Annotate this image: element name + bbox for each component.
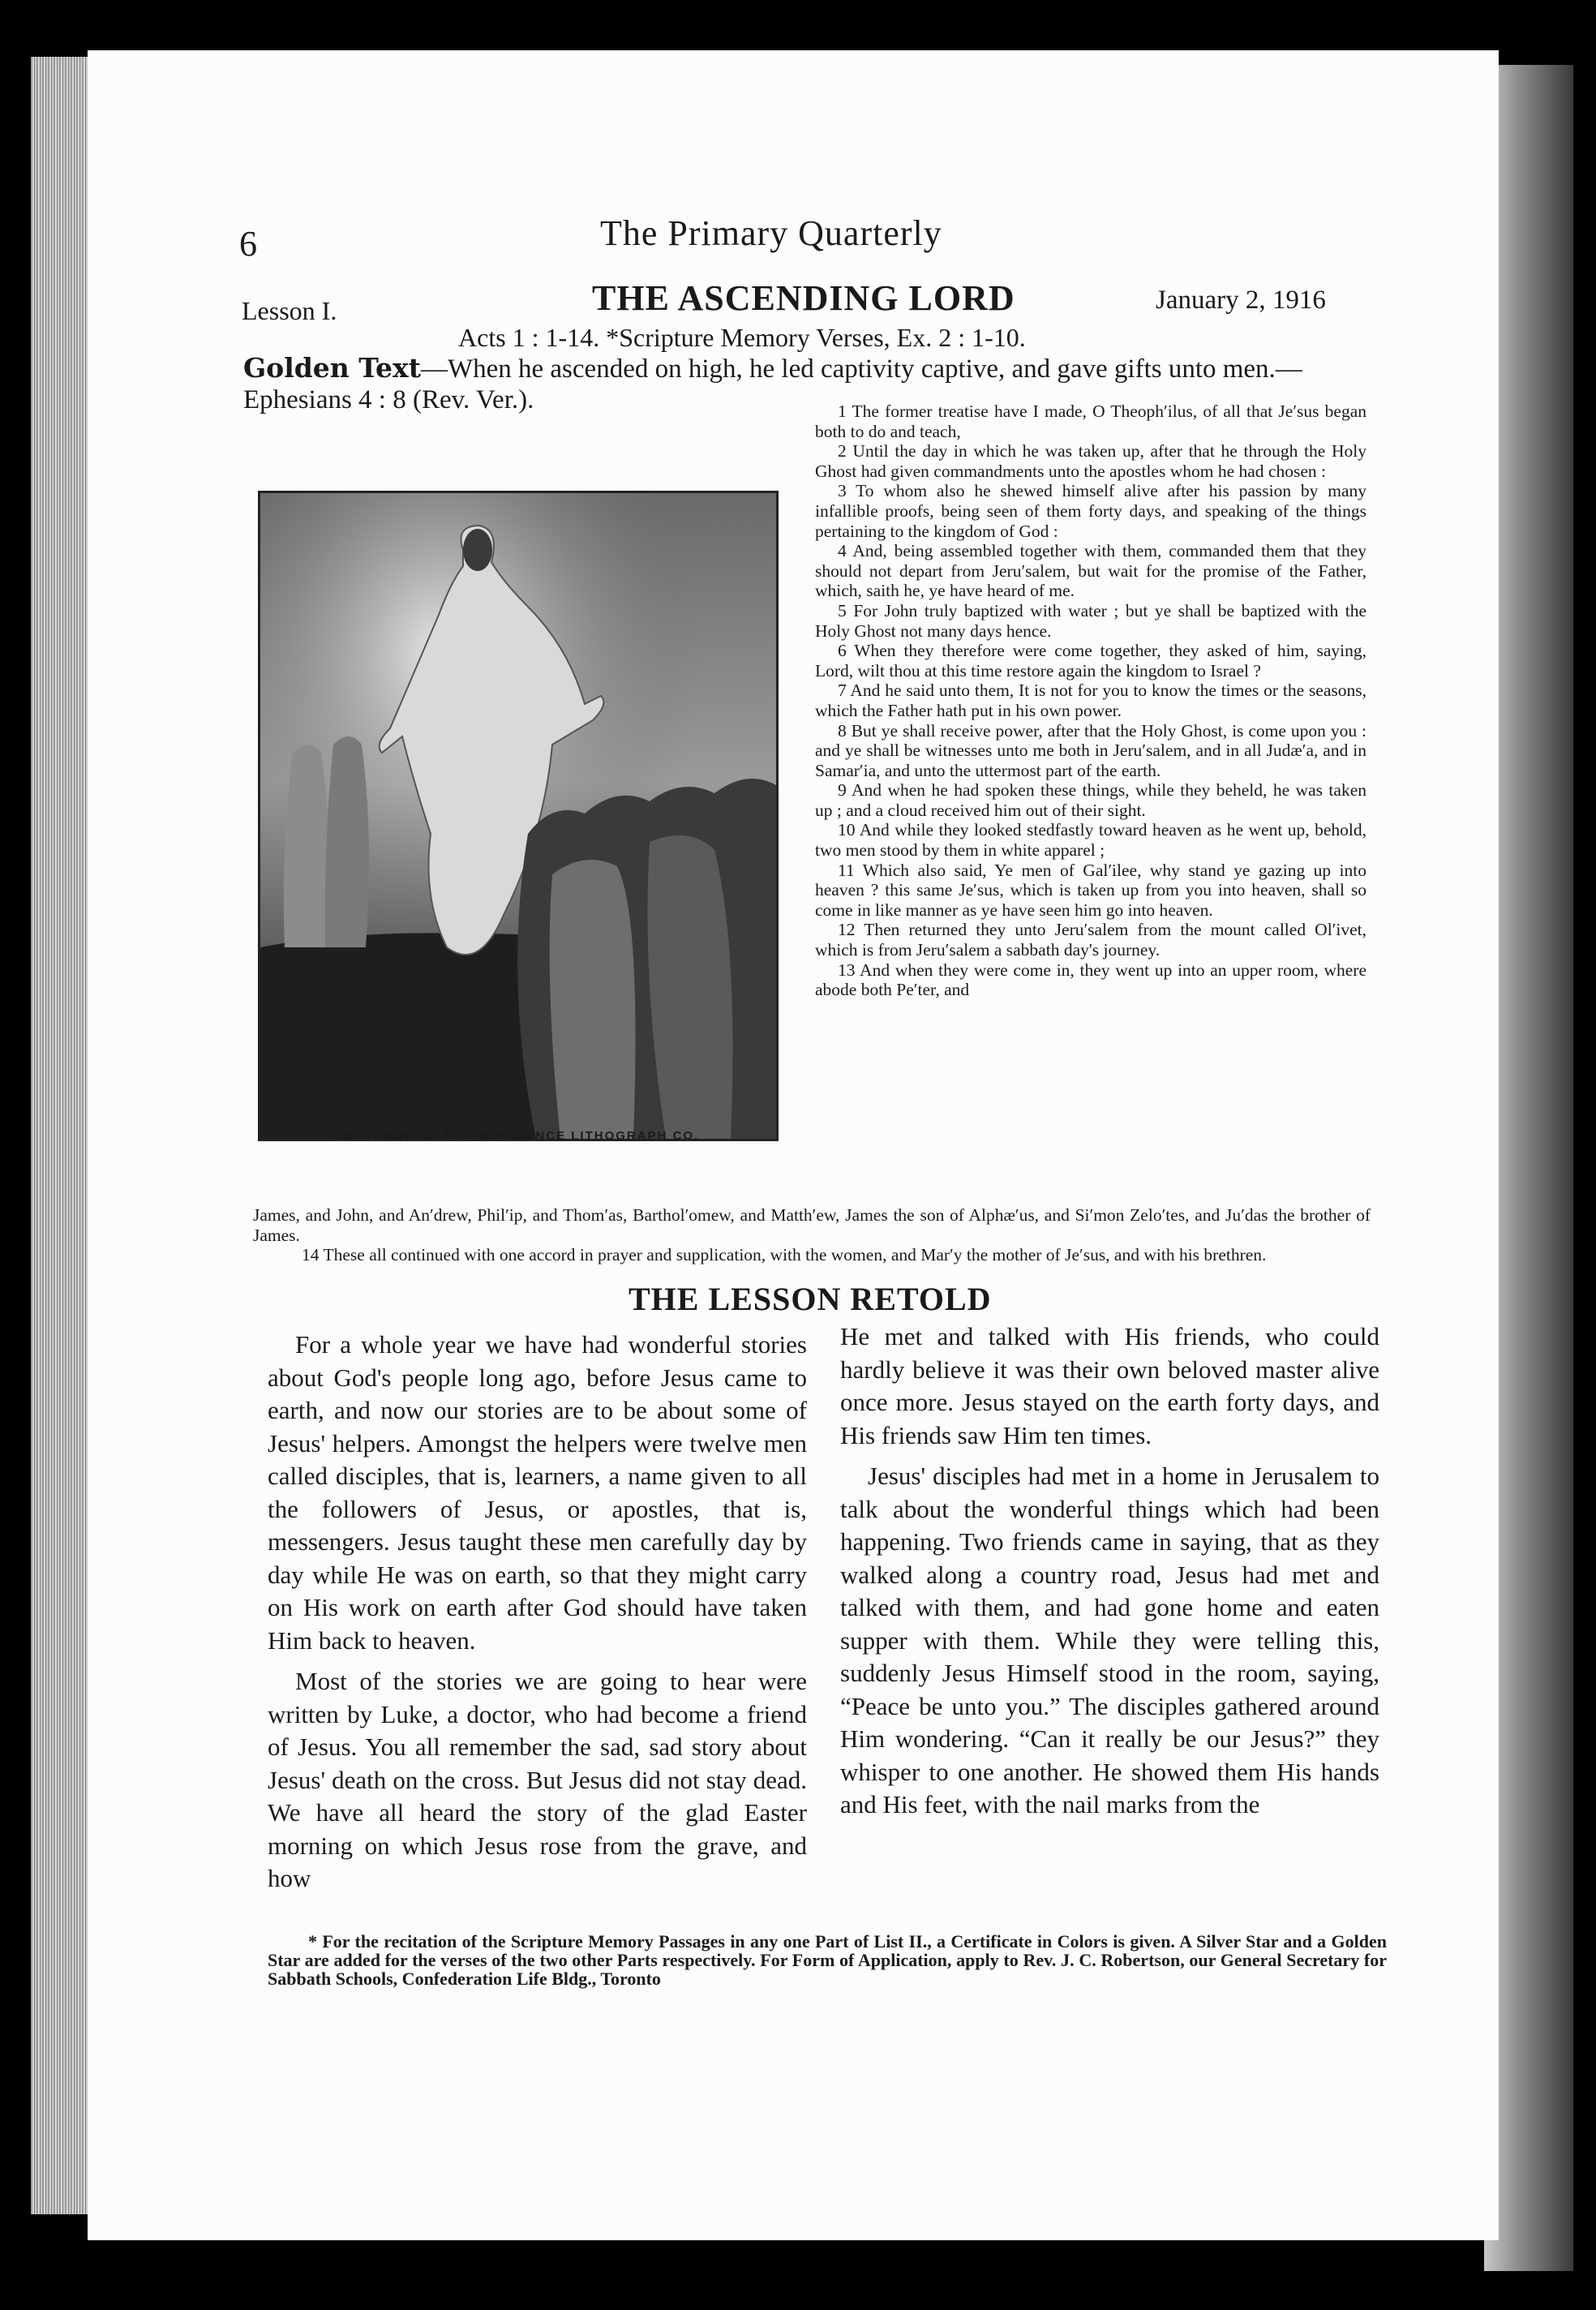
footnote-text: * For the recitation of the Scripture Memory Passages in any one Part of List II., a Certificate in Colors is given. A Silver Star and a Golden Star are added for the verses of the two other Parts respectively. For Form of Application, apply to Rev. J. C. Robertson, our General Secretary for Sabbath Schools, Confederation Life Bldg., Toronto — [268, 1931, 1387, 1989]
paragraph: For a whole year we have had wonderful stories about God's people long ago, before Jesus came to earth, and now our stories are to be about some of Jesus' helpers. Amongst the helpers were twelve men called disciples, that is, learners, a name given to all the followers of Jesus, or apostles, that is, messengers. Jesus taught these men carefully day by day while He was on earth, so that they might carry on His work on earth after God should have taken Him back to heaven. — [268, 1330, 807, 1655]
section-heading: THE LESSON RETOLD — [629, 1281, 992, 1317]
paragraph-continued: He met and talked with His friends, who could hardly believe it was their own beloved master alive once more. Jesus stayed on the earth forty days, and His friends saw Him ten times. — [840, 1322, 1379, 1449]
verse: 4 And, being assembled together with them, commanded them that they should not depart from Jeru′salem, but wait for the promise of the Father, which, saith he, ye have heard of me. — [815, 541, 1366, 601]
golden-text-label: Golden Text — [243, 352, 421, 384]
ascension-engraving — [260, 493, 776, 1139]
verse: 9 And when he had spoken these things, while they beheld, he was taken up ; and a cloud received him out of their sight. — [815, 780, 1366, 820]
paragraph: Jesus' disciples had met in a home in Jerusalem to talk about the wonderful things which had been happening. Two friends came in saying, that as they walked along a country road, Jesus had met and talked with them, and had gone home and eaten supper with them. While they were telling this, suddenly Jesus Himself stood in the room, saying, “Peace be unto you.” The disciples gathered around Him wondering. “Can it really be our Jesus?” they whisper to one another. He showed them His hands and His feet, with the nail marks from the — [840, 1462, 1379, 1818]
golden-text-body: —When he ascended on high, he led captivity captive, and gave gifts unto men.—Ephesians 4 : 8 (Rev. Ver.). — [243, 354, 1302, 414]
verse: 2 Until the day in which he was taken up, after that he through the Holy Ghost had given commandments unto the apostles whom he had chosen : — [815, 441, 1366, 481]
running-title: The Primary Quarterly — [600, 213, 942, 253]
ascension-illustration — [258, 491, 779, 1141]
book-page-edges — [31, 57, 96, 2214]
verse-13-continued: James, and John, and An′drew, Phil′ip, and Thom′as, Barthol′omew, and Matth′ew, James the son of Alphæ′us, and Si′mon Zelo′tes, and Ju′das the brother of James. — [253, 1205, 1371, 1245]
retold-column-right — [840, 1320, 1379, 1830]
verse: 7 And he said unto them, It is not for you to know the times or the seasons, which the Father hath put in his own power. — [815, 681, 1366, 720]
retold-column-left — [268, 1329, 807, 1904]
verse: 6 When they therefore were come together, they asked of him, saying, Lord, wilt thou at this time restore again the kingdom to Israel ? — [815, 641, 1366, 681]
scripture-passage-continued — [253, 1205, 1371, 1265]
verse: 10 And while they looked stedfastly toward heaven as he went up, behold, two men stood by them in white apparel ; — [815, 820, 1366, 861]
lesson-date: January 2, 1916 — [1156, 286, 1326, 315]
illustration-credit: COPYRIGHTED BY PROVIDENCE LITHOGRAPH CO. — [332, 1129, 700, 1143]
footnote — [268, 1932, 1387, 1988]
verse: 12 Then returned they unto Jeru′salem from the mount called Ol′ivet, which is from Jeru′salem a sabbath day's journey. — [815, 920, 1366, 960]
disciples-group — [517, 779, 776, 1139]
lesson-reference: Acts 1 : 1-14. *Scripture Memory Verses, Ex. 2 : 1-10. — [458, 323, 1026, 352]
verse: 11 Which also said, Ye men of Gal′ilee, why stand ye gazing up into heaven ? this same Je′sus, which is taken up from you into heaven, shall so come in like manner as ye have seen him go into heaven. — [815, 860, 1366, 920]
scripture-passage — [815, 401, 1366, 1000]
lesson-number: Lesson I. — [242, 296, 337, 325]
page-number: 6 — [239, 224, 257, 264]
lesson-title: THE ASCENDING LORD — [592, 278, 1015, 318]
verse: 13 And when they were come in, they went up into an upper room, where abode both Pe′ter, and — [815, 960, 1366, 1000]
verse: 5 For John truly baptized with water ; but ye shall be baptized with the Holy Ghost not many days hence. — [815, 600, 1366, 641]
verse: 14 These all continued with one accord in prayer and supplication, with the women, and Mar′y the mother of Je′sus, and with his brethren. — [302, 1245, 1267, 1265]
verse: 1 The former treatise have I made, O Theoph′ilus, of all that Je′sus began both to do and teach, — [815, 401, 1366, 441]
verse: 3 To whom also he shewed himself alive after his passion by many infallible proofs, being seen of them forty days, and speaking of the things pertaining to the kingdom of God : — [815, 481, 1366, 541]
verse: 8 But ye shall receive power, after that the Holy Ghost, is come upon you : and ye shall be witnesses unto me both in Jeru′salem, and in all Judæ′a, and in Samar′ia, and unto the uttermost part of the earth. — [815, 720, 1366, 780]
paragraph: Most of the stories we are going to hear were written by Luke, a doctor, who had become a friend of Jesus. You all remember the sad, sad story about Jesus' death on the cross. But Jesus did not stay dead. We have all heard the story of the glad Easter morning on which Jesus rose from the grave, and how — [268, 1667, 807, 1892]
